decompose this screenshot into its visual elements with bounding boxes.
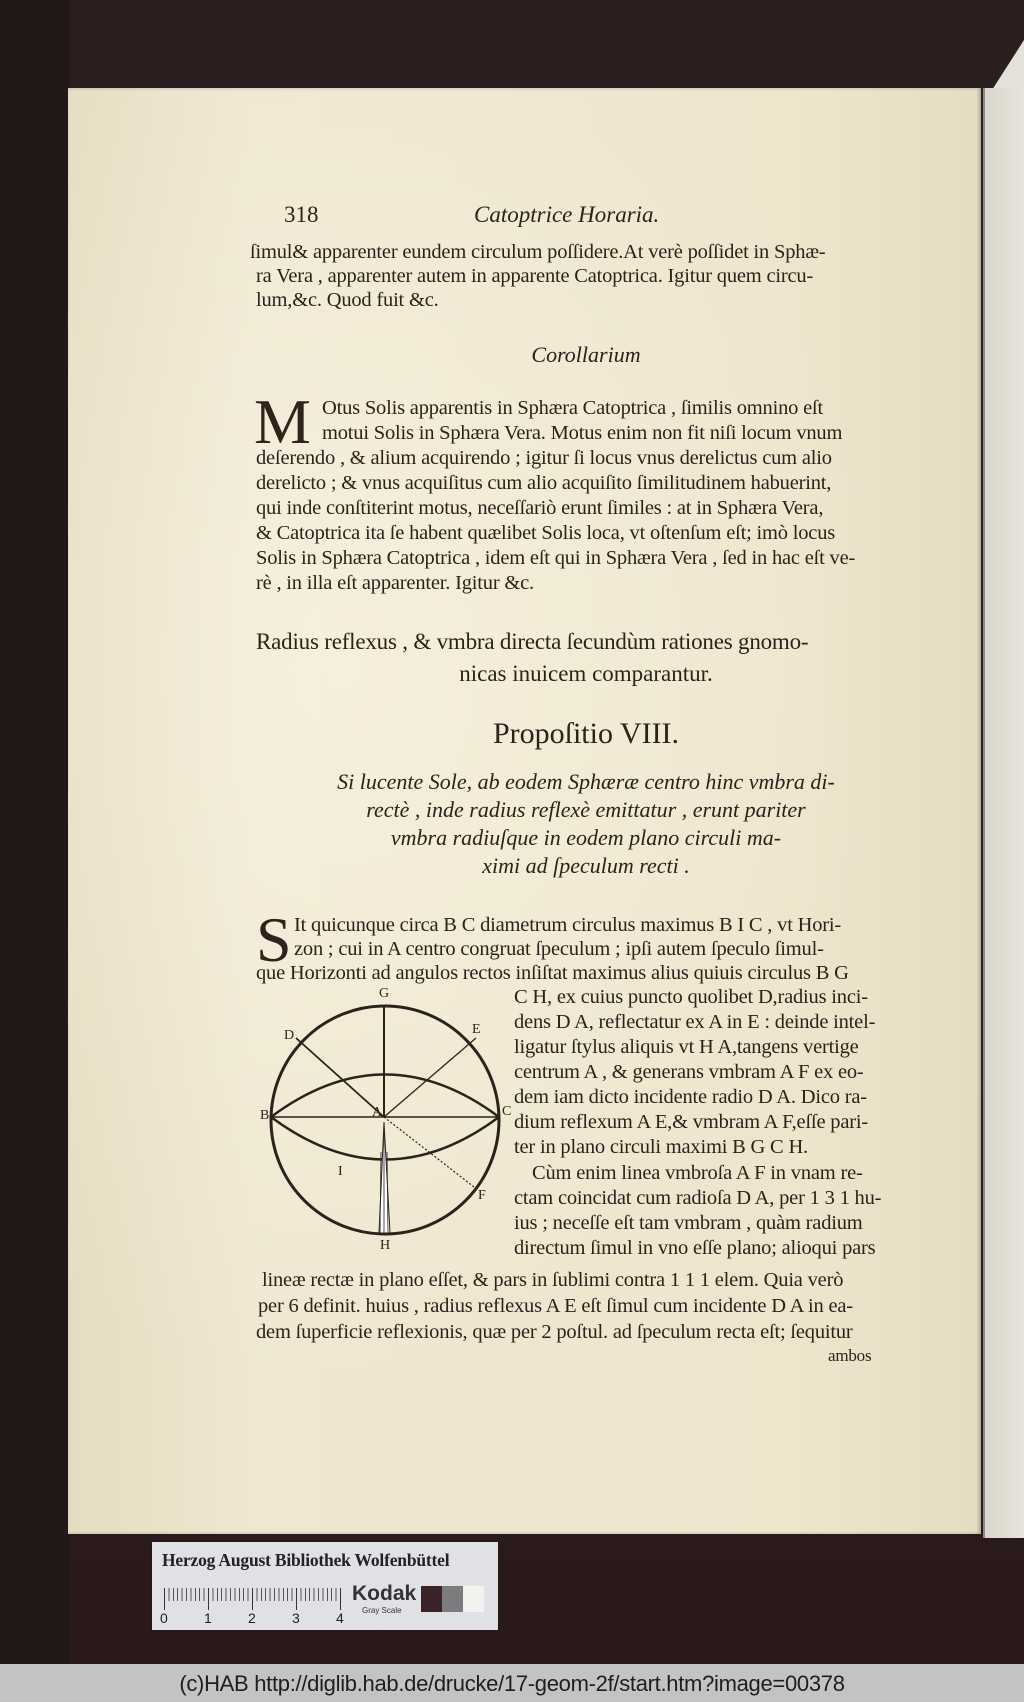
text-line: ra Vera , apparenter autem in apparente Catoptrica. Igitur quem circu- [256, 265, 814, 287]
label-d: D [284, 1028, 295, 1043]
proposition-statement-line: ximi ad ſpeculum recti . [482, 853, 690, 878]
dropcap-m: M [254, 386, 311, 457]
copyright-caption: (c)HAB http://diglib.hab.de/drucke/17-geom-2f/start.htm?image=00378 [179, 1671, 845, 1696]
label-b: B [260, 1108, 270, 1123]
corollary-heading: Corollarium [531, 342, 641, 367]
text-line: It quicunque circa B C diametrum circulus maximus B I C , vt Hori- [294, 914, 842, 936]
catchword: ambos [828, 1346, 872, 1365]
proposition-statement-line: Si lucente Sole, ab eodem Sphæræ centro hinc vmbra di- [337, 769, 835, 794]
text-line: dem iam dicto incidente radio D A. Dico ra- [514, 1086, 867, 1108]
label-f: F [478, 1188, 486, 1203]
label-g: G [379, 986, 390, 1001]
text-line: Otus Solis apparentis in Sphæra Catoptrica , ſimilis omnino eſt [322, 397, 824, 419]
text-line: centrum A , & generans vmbram A F ex eo- [514, 1061, 864, 1083]
text-line: derelicto ; & vnus acquiſitus cum alio acquiſito ſimilitudinem habuerint, [256, 472, 832, 494]
section-heading-line: Radius reflexus , & vmbra directa ſecundùm rationes gnomo- [256, 629, 809, 654]
gray-swatch-light [463, 1586, 484, 1612]
text-line: directum ſimul in vno eſſe plano; alioqui pars [514, 1237, 876, 1259]
text-line: lineæ rectæ in plano eſſet, & pars in ſublimi contra 1 1 1 elem. Quia verò [262, 1269, 844, 1291]
label-a: A [372, 1105, 383, 1120]
label-c: C [502, 1104, 512, 1119]
section-heading-line: nicas inuicem comparantur. [459, 661, 713, 686]
text-line: ctam coincidat cum radioſa D A, per 1 3 1 hu- [514, 1187, 882, 1209]
text-line: qui inde conſtiterint motus, neceſſariò erunt ſimiles : at in Sphæra Vera, [256, 497, 824, 519]
text-line: ius ; neceſſe eſt tam vmbram , quàm radium [514, 1212, 863, 1234]
text-line: rè , in illa eſt apparenter. Igitur &c. [256, 572, 534, 594]
dropcap-s: S [256, 904, 292, 975]
next-page-edge [983, 88, 1024, 1538]
scan-background-left [0, 0, 70, 1664]
ruler-number: 3 [292, 1610, 300, 1626]
proposition-statement-line: rectè , inde radius reflexè emittatur , erunt pariter [366, 797, 806, 822]
page-number: 318 [284, 202, 319, 227]
ruler-number: 0 [160, 1610, 168, 1626]
text-line: Solis in Sphæra Catoptrica , idem eſt qui in Sphæra Vera , ſed in hac eſt ve- [256, 547, 856, 569]
ruler-number: 4 [336, 1610, 344, 1626]
label-h: H [380, 1238, 391, 1253]
text-line: dens D A, reflectatur ex A in E : deinde intel- [514, 1011, 876, 1033]
text-line: deſerendo , & alium acquirendo ; igitur ſi locus vnus derelictus cum alio [256, 447, 832, 469]
text-line: & Catoptrica ita ſe habent quælibet Solis loca, vt oſtenſum eſt; imò locus [256, 522, 836, 544]
scale-card [152, 1542, 498, 1630]
text-line: motui Solis in Sphæra Vera. Motus enim non fit niſi locum vnum [322, 422, 843, 444]
text-line: Cùm enim linea vmbroſa A F in vnam re- [532, 1162, 863, 1184]
text-line: per 6 definit. huius , radius reflexus A E eſt ſimul cum incidente D A in ea- [258, 1295, 853, 1317]
text-line: que Horizonti ad angulos rectos inſiſtat maximus alius quiuis circulus B G [256, 962, 849, 984]
gray-swatch-dark [421, 1586, 442, 1612]
text-line: ter in plano circuli maximi B G C H. [514, 1136, 808, 1158]
text-line: dium reflexum A E,& vmbram A F,eſſe pari- [514, 1111, 868, 1133]
label-e: E [472, 1022, 481, 1037]
text-line: C H, ex cuius puncto quolibet D,radius inci- [514, 986, 868, 1008]
text-line: dem ſuperficie reflexionis, quæ per 2 poſtul. ad ſpeculum recta eſt; ſequitur [256, 1321, 853, 1343]
gray-swatch-mid [442, 1586, 463, 1612]
proposition-title: Propoſitio VIII. [492, 717, 680, 750]
proposition-statement-line: vmbra radiuſque in eodem plano circuli ma- [390, 825, 782, 850]
ruler-number: 1 [204, 1610, 212, 1626]
ruler [164, 1588, 344, 1610]
label-i: I [338, 1164, 343, 1179]
text-line: ligatur ſtylus aliquis vt H A,tangens vertige [514, 1036, 859, 1058]
text-line: zon ; cui in A centro congruat ſpeculum ; ipſi autem ſpeculo ſimul- [294, 938, 824, 960]
institution-name: Herzog August Bibliothek Wolfenbüttel [162, 1550, 450, 1570]
kodak-logo: Kodak [352, 1582, 417, 1605]
ruler-number: 2 [248, 1610, 256, 1626]
text-line: ſimul& apparenter eundem circulum poſſidere.At verè poſſidet in Sphæ- [250, 241, 826, 263]
running-title: Catoptrice Horaria. [474, 202, 660, 227]
text-line: lum,&c. Quod fuit &c. [256, 289, 439, 311]
sphere-diagram [260, 986, 512, 1254]
gray-scale-label: Gray Scale [362, 1606, 402, 1615]
